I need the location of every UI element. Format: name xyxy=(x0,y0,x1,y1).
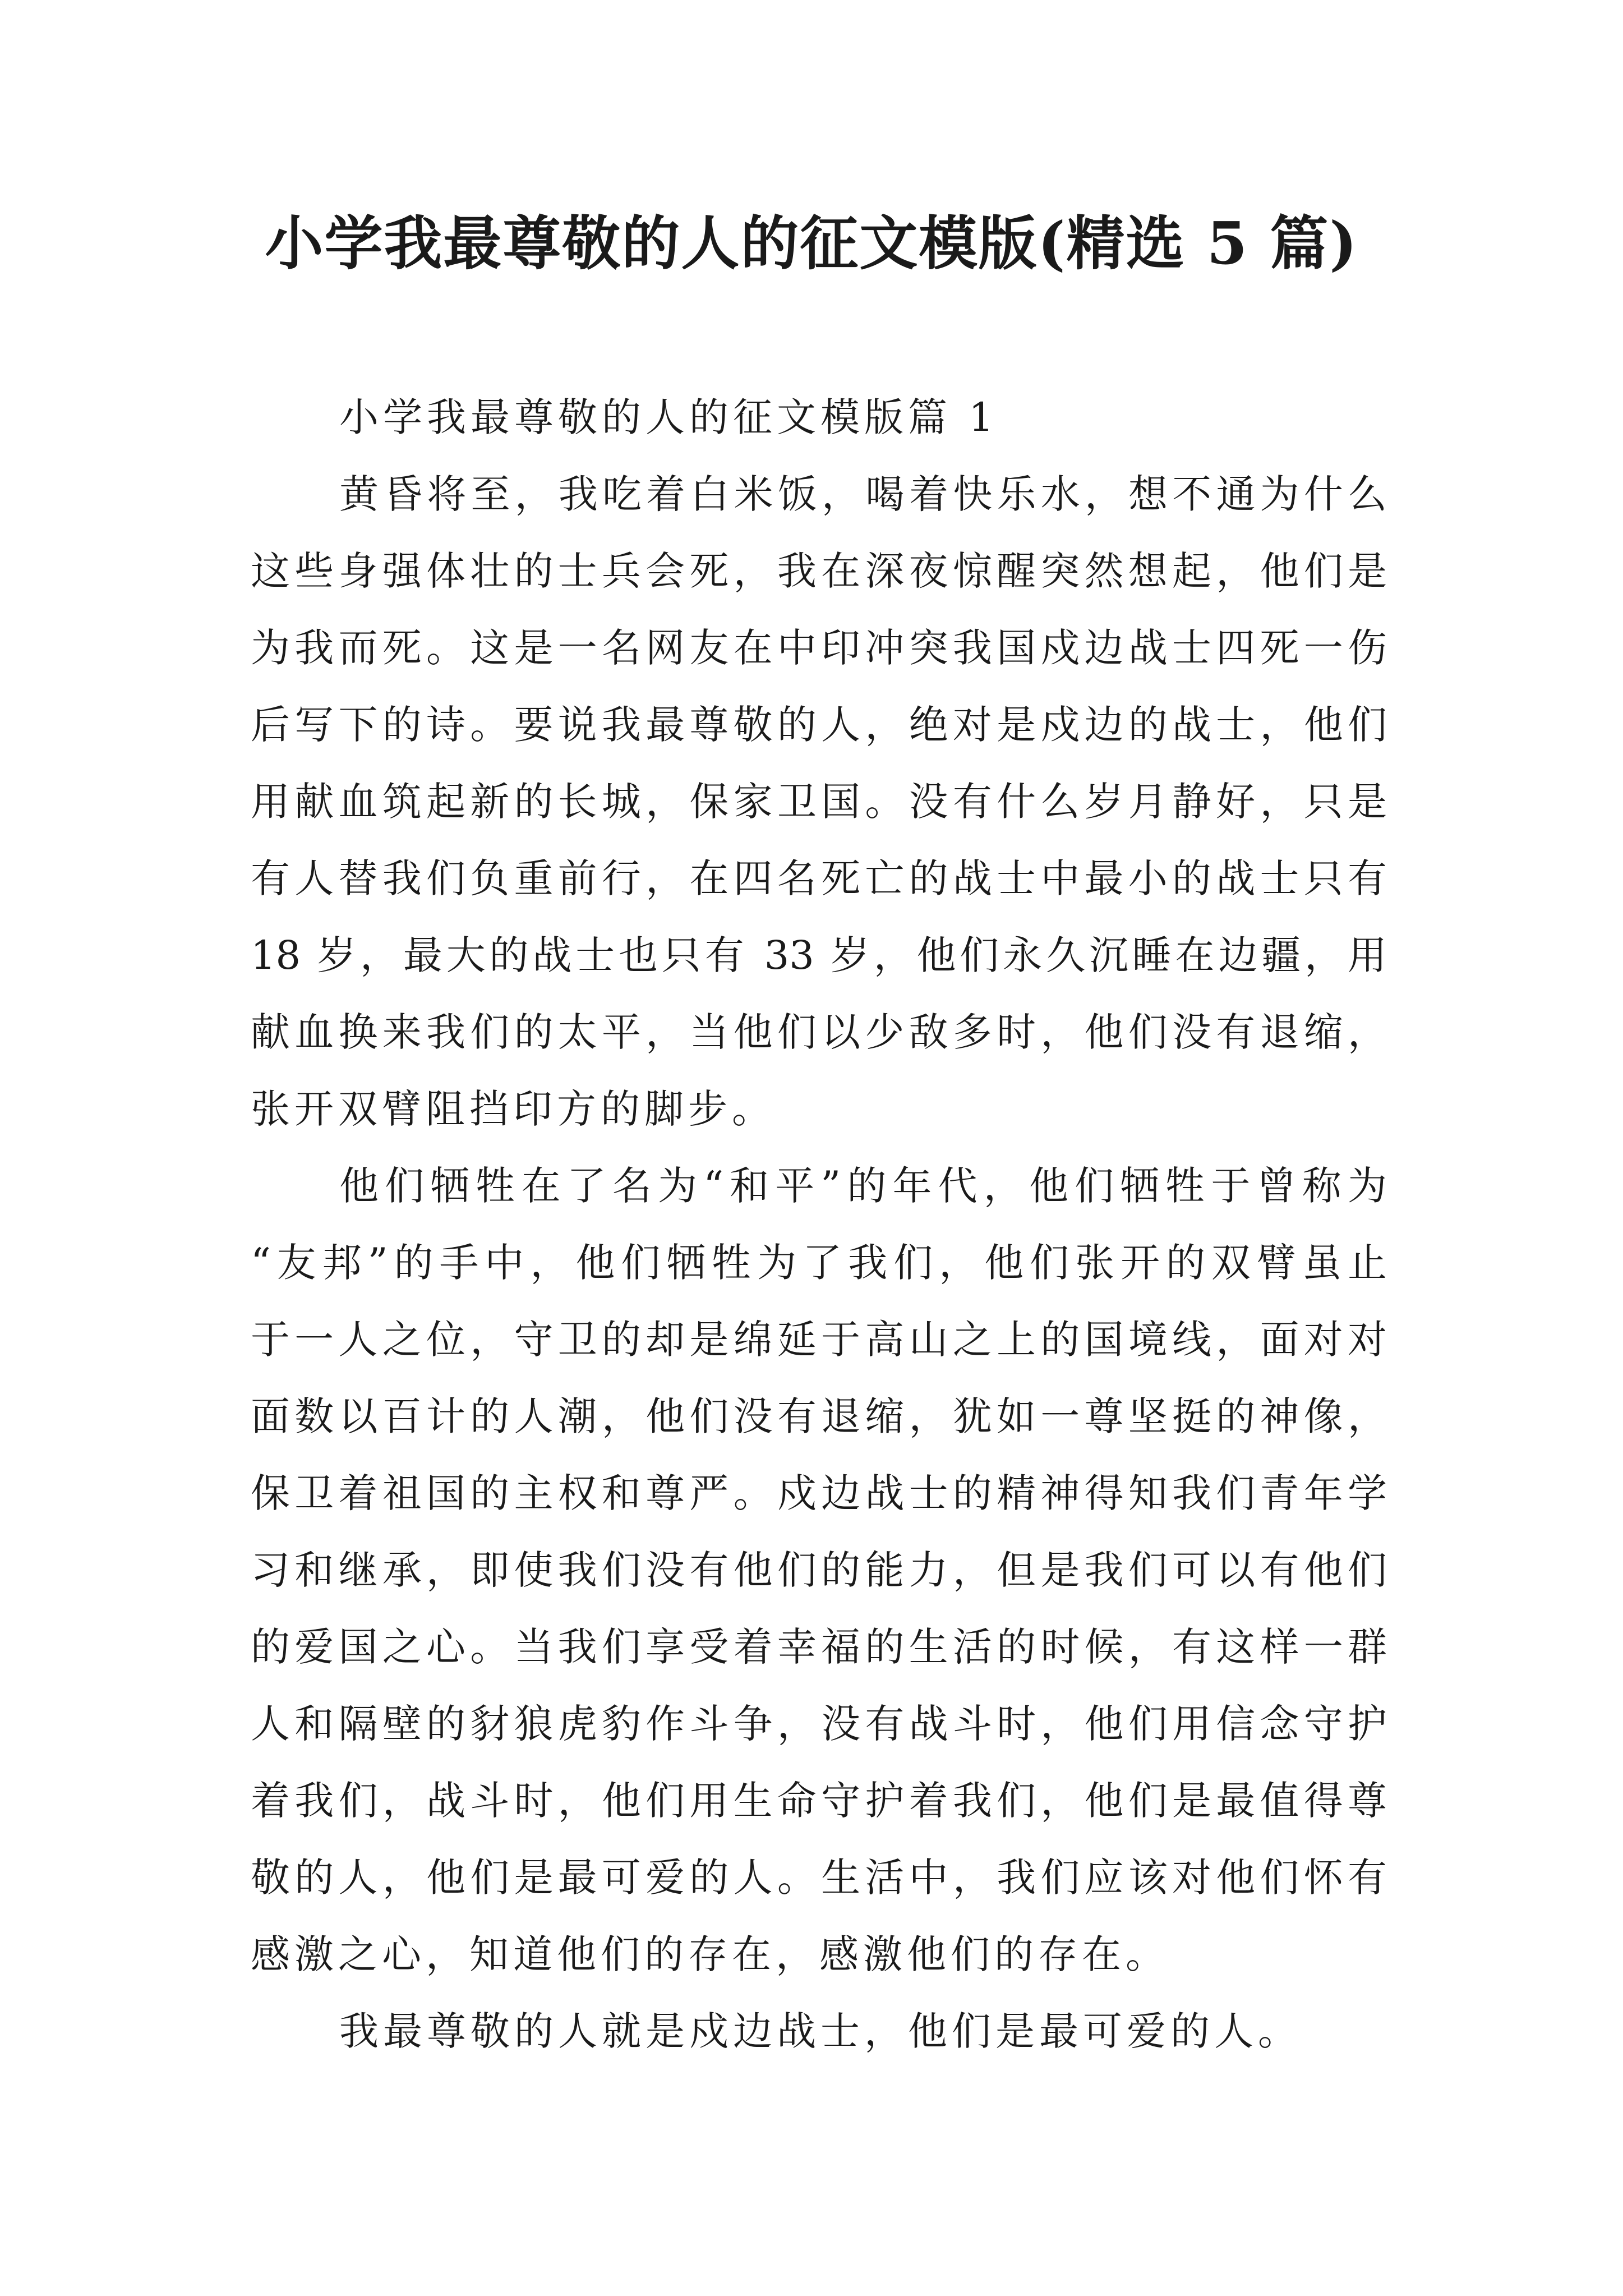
paragraph-1-line: 黄昏将至，我吃着白米饭，喝着快乐水，想不通为什么 xyxy=(339,471,1387,517)
paragraph-3-line: 我最尊敬的人就是戍边战士，他们是最可爱的人。 xyxy=(339,2008,1302,2054)
paragraph-2-line: 习和继承，即使我们没有他们的能力，但是我们可以有他们 xyxy=(251,1547,1387,1593)
paragraph-2-line: 人和隔壁的豺狼虎豹作斗争，没有战斗时，他们用信念守护 xyxy=(251,1701,1387,1747)
paragraph-2-line: 感激之心，知道他们的存在，感激他们的存在。 xyxy=(251,1931,1169,1977)
paragraph-2-line: 敬的人，他们是最可爱的人。生活中，我们应该对他们怀有 xyxy=(251,1855,1387,1901)
paragraph-2-line: 着我们，战斗时，他们用生命守护着我们，他们是最值得尊 xyxy=(251,1778,1387,1824)
paragraph-1-line: 用献血筑起新的长城，保家卫国。没有什么岁月静好，只是 xyxy=(251,779,1387,825)
paragraph-2-line: 于一人之位，守卫的却是绵延于高山之上的国境线，面对对 xyxy=(251,1317,1387,1363)
paragraph-1-line: 18 岁，最大的战士也只有 33 岁，他们永久沉睡在边疆，用 xyxy=(251,932,1387,978)
page-title: 小学我最尊敬的人的征文模版(精选 5 篇) xyxy=(265,209,1358,278)
paragraph-1-line: 这些身强体壮的士兵会死，我在深夜惊醒突然想起，他们是 xyxy=(251,548,1387,594)
paragraph-1-line: 张开双臂阻挡印方的脚步。 xyxy=(251,1086,776,1132)
section-heading: 小学我最尊敬的人的征文模版篇 1 xyxy=(339,394,998,440)
paragraph-2-line: 保卫着祖国的主权和尊严。戍边战士的精神得知我们青年学 xyxy=(251,1470,1387,1516)
paragraph-1-line: 为我而死。这是一名网友在中印冲突我国戍边战士四死一伤 xyxy=(251,625,1387,671)
paragraph-1-line: 献血换来我们的太平，当他们以少敌多时，他们没有退缩， xyxy=(251,1009,1387,1055)
paragraph-2-line: 他们牺牲在了名为“和平”的年代，他们牺牲于曾称为 xyxy=(339,1163,1387,1209)
paragraph-2-line: 面数以百计的人潮，他们没有退缩，犹如一尊坚挺的神像， xyxy=(251,1393,1387,1439)
article-body xyxy=(251,379,1387,2070)
paragraph-2-line: “友邦”的手中，他们牺牲为了我们，他们张开的双臂虽止 xyxy=(251,1240,1387,1286)
paragraph-1-line: 有人替我们负重前行，在四名死亡的战士中最小的战士只有 xyxy=(251,855,1387,901)
paragraph-2-line: 的爱国之心。当我们享受着幸福的生活的时候，有这样一群 xyxy=(251,1624,1387,1670)
paragraph-1-line: 后写下的诗。要说我最尊敬的人，绝对是戍边的战士，他们 xyxy=(251,702,1387,748)
